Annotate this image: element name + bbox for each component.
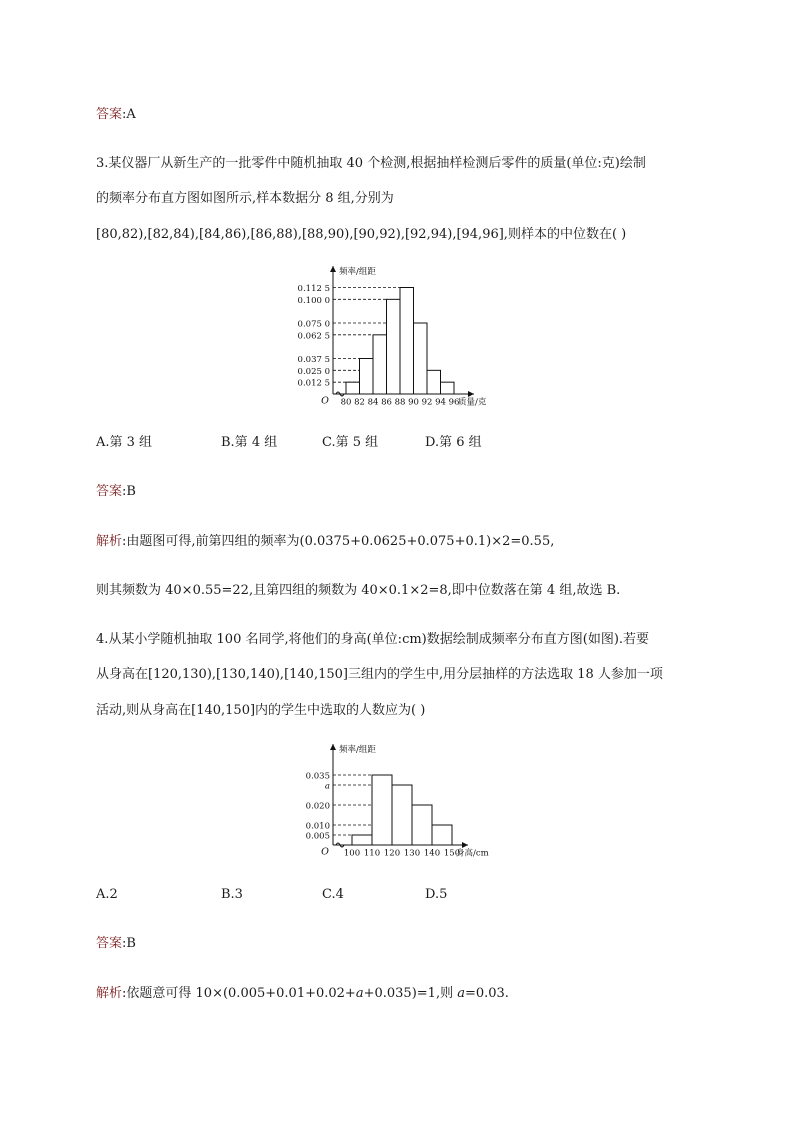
x-tick-label: 140: [423, 848, 441, 859]
histogram-bar: [360, 359, 374, 395]
y-tick-label: 0.020: [305, 801, 330, 812]
y-tick-label: 0.100 0: [297, 295, 330, 306]
q3-text-line-1: 3.某仪器厂从新生产的一批零件中随机抽取 40 个检测,根据抽样检测后零件的质量(单位:克)绘制: [96, 156, 646, 171]
answer-label: 答案: [96, 107, 123, 122]
x-tick-label: 100: [343, 848, 361, 859]
q3-text-line-3: [80,82),[82,84),[84,86),[86,88),[88,90),[90,92),[92,94),[94,96],则样本的中位数在( ): [96, 227, 627, 242]
y-tick-label: a: [324, 781, 330, 792]
q4-option-a: A.2: [96, 887, 118, 902]
q3-option-c: C.第 5 组: [322, 435, 379, 450]
x-tick-label: 82: [354, 397, 365, 408]
previous-answer: [96, 106, 136, 124]
q3-option-d: D.第 6 组: [425, 435, 482, 450]
y-axis-label: 频率/组距: [339, 267, 376, 277]
y-tick-label: 0.025 0: [297, 366, 330, 377]
y-tick-label: 0.062 5: [297, 331, 330, 342]
x-axis-label: 质量/克: [458, 397, 487, 408]
q4-analysis-line: [96, 985, 509, 1003]
analysis-text-start: :依题意可得 10×(0.005+0.01+0.02+: [122, 986, 356, 1001]
y-tick-label: 0.035: [305, 771, 330, 782]
x-tick-label: 96: [448, 397, 460, 408]
histogram-bar: [441, 382, 455, 394]
answer-label: 答案: [96, 936, 123, 951]
histogram-bar: [400, 288, 414, 395]
analysis-label: 解析: [96, 534, 123, 549]
variable-a: a: [355, 986, 364, 1001]
y-tick-label: 0.075 0: [297, 319, 330, 330]
histogram-bar: [414, 323, 428, 394]
q4-option-c: C.4: [322, 887, 344, 902]
x-tick-label: 84: [367, 397, 379, 408]
q4-option-d: D.5: [425, 887, 448, 902]
x-axis-arrow: [462, 842, 468, 848]
origin-label: O: [321, 395, 329, 407]
histogram-bar: [432, 825, 452, 845]
histogram-bar: [352, 835, 372, 845]
y-axis-label: 频率/组距: [339, 745, 376, 755]
x-tick-label: 150: [443, 848, 461, 859]
histogram-bar: [373, 335, 387, 394]
q4-text-line-3: 活动,则从身高在[140,150]内的学生中选取的人数应为( ): [96, 703, 426, 718]
y-tick-label: 0.037 5: [297, 355, 330, 365]
q4-text-line-2: 从身高在[120,130),[130,140),[140,150]三组内的学生中,用分层抽样的方法选取 18 人参加一项: [96, 667, 663, 682]
analysis-text-end: =0.03.: [464, 986, 509, 1001]
q3-analysis-line-2: 则其频数为 40×0.55=22,且第四组的频数为 40×0.1×2=8,即中位数落在第 4 组,故选 B.: [96, 583, 621, 598]
y-tick-label: 0.005: [305, 831, 330, 842]
x-axis-label: 身高/cm: [456, 848, 489, 859]
x-tick-label: 88: [394, 397, 406, 408]
q3-answer: [96, 483, 136, 501]
y-tick-label: 0.112 5: [297, 284, 330, 294]
answer-label: 答案: [96, 484, 123, 499]
q4-histogram: [280, 740, 520, 865]
q3-option-a: A.第 3 组: [96, 435, 153, 450]
x-tick-label: 130: [403, 848, 421, 859]
histogram-bar: [346, 382, 360, 394]
x-tick-label: 120: [383, 848, 401, 859]
answer-value: :A: [122, 107, 136, 122]
origin-label: O: [321, 846, 329, 858]
x-axis-arrow: [468, 391, 474, 397]
x-tick-label: 110: [363, 848, 381, 859]
y-tick-label: 0.012 5: [297, 378, 330, 389]
q3-analysis-line-1: [96, 533, 554, 551]
histogram-bar: [372, 775, 392, 845]
x-tick-label: 92: [421, 397, 433, 408]
q4-text-line-1: 4.从某小学随机抽取 100 名同学,将他们的身高(单位:cm)数据绘制成频率分布直方图(如图).若要: [96, 632, 650, 647]
histogram-bar: [427, 370, 441, 394]
y-axis-arrow: [330, 266, 336, 272]
answer-value: :B: [122, 936, 136, 951]
x-tick-label: 86: [381, 397, 392, 408]
y-axis-arrow: [330, 744, 336, 750]
x-tick-label: 80: [340, 397, 352, 408]
analysis-text: :由题图可得,前第四组的频率为(0.0375+0.0625+0.075+0.1)×2=0.55,: [122, 534, 555, 549]
x-tick-label: 90: [408, 397, 419, 408]
q3-text-line-2: 的频率分布直方图如图所示,样本数据分 8 组,分别为: [96, 191, 394, 206]
analysis-label: 解析: [96, 986, 123, 1001]
histogram-bar: [387, 299, 401, 394]
histogram-bar: [412, 805, 432, 845]
answer-value: :B: [122, 484, 136, 499]
q4-option-b: B.3: [221, 887, 243, 902]
q4-answer: [96, 935, 136, 953]
variable-a: a: [457, 986, 465, 1001]
q3-option-b: B.第 4 组: [221, 435, 278, 450]
analysis-text-mid: +0.035)=1,则: [363, 986, 458, 1001]
histogram-bar: [392, 785, 412, 845]
y-tick-label: 0.010: [305, 821, 330, 832]
x-tick-label: 94: [435, 397, 446, 408]
q3-histogram: [280, 262, 540, 412]
